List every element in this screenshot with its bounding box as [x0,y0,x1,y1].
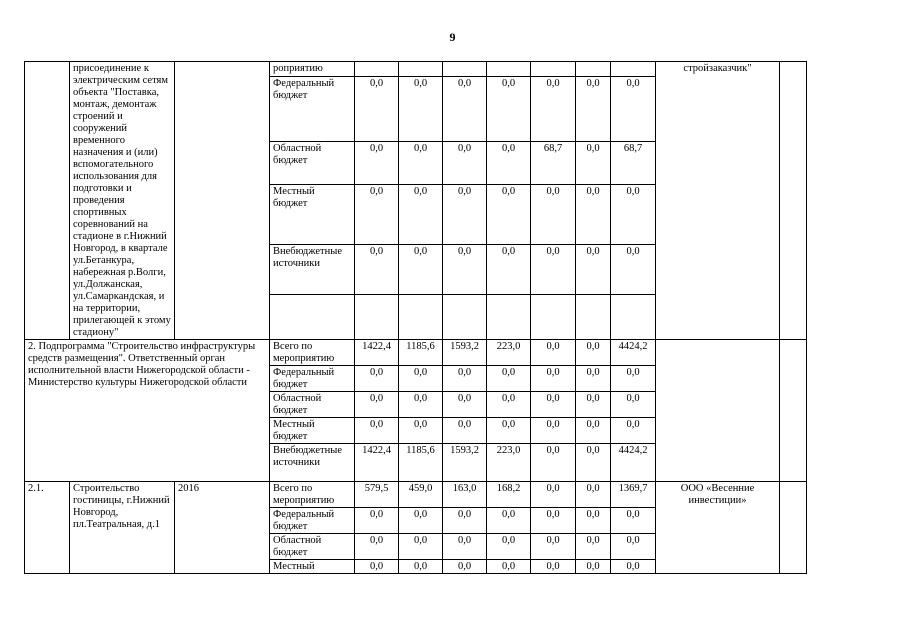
value-cell: 0,0 [355,560,399,574]
value-cell: 0,0 [611,534,656,560]
object-description: присоединение к электрическим сетям объекта "Поставка, монтаж, демонтаж строений и сооружений временного назначения и (или) вспомогательного использования для подготовки и проведения спортивных соревнований на стадионе в г.Нижний Новгород, в квартале ул.Бетанкура, набережная р.Волги, ул.Должанская, ул.Самаркандская, и на территории, прилегающей к этому стадиону" [70,62,175,340]
value-cell: 0,0 [399,418,443,444]
funding-source: Местный бюджет [270,184,355,244]
value-cell: 0,0 [443,141,487,184]
program-table [24,61,807,574]
value-cell: 0,0 [443,77,487,142]
value-cell: 0,0 [399,366,443,392]
year-cell: 2016 [175,482,270,574]
value-cell: 0,0 [576,482,611,508]
value-cell: 0,0 [531,366,576,392]
responsible-cell: стройзаказчик" [656,62,780,340]
value-cell: 0,0 [355,534,399,560]
value-cell: 163,0 [443,482,487,508]
page-number: 9 [449,30,456,44]
value-cell: 0,0 [355,508,399,534]
value-cell: 0,0 [531,77,576,142]
value-cell: 1369,7 [611,482,656,508]
responsible-cell [656,340,780,482]
value-cell: 0,0 [576,392,611,418]
value-cell: 0,0 [611,560,656,574]
funding-source: Внебюджетные источники [270,444,355,482]
value-cell: 0,0 [611,418,656,444]
object-description: Строительство гостиницы, г.Нижний Новгород, пл.Театральная, д.1 [70,482,175,574]
value-cell: 0,0 [399,560,443,574]
value-cell: 0,0 [487,560,531,574]
value-cell: 0,0 [443,184,487,244]
value-cell: 1422,4 [355,444,399,482]
funding-source: Внебюджетные источники [270,245,355,295]
value-cell: 0,0 [576,77,611,142]
value-cell: 0,0 [531,245,576,295]
value-cell: 0,0 [355,418,399,444]
value-cell: 1185,6 [399,340,443,366]
value-cell: 0,0 [531,560,576,574]
value-cell: 0,0 [576,340,611,366]
value-cell: 0,0 [576,560,611,574]
value-cell: 68,7 [531,141,576,184]
value-cell: 0,0 [531,444,576,482]
value-cell: 0,0 [531,340,576,366]
funding-source: Местный бюджет [270,418,355,444]
value-cell: 0,0 [399,392,443,418]
value-cell: 0,0 [443,534,487,560]
value-cell: 0,0 [611,245,656,295]
value-cell: 0,0 [443,245,487,295]
funding-source: Федеральный бюджет [270,366,355,392]
row-number-cell [25,62,70,340]
value-cell: 1422,4 [355,340,399,366]
subprogram-title: 2. Подпрограмма "Строительство инфраструктуры средств размещения". Ответственный орган исполнительной власти Нижегородской области - Министерство культуры Нижегородской области [25,340,270,482]
value-cell: 0,0 [487,418,531,444]
value-cell: 0,0 [611,366,656,392]
value-cell: 0,0 [531,184,576,244]
value-cell: 0,0 [531,508,576,534]
value-cell: 0,0 [443,508,487,534]
value-cell: 0,0 [487,392,531,418]
value-cell: 0,0 [355,392,399,418]
value-cell: 1593,2 [443,444,487,482]
value-cell: 0,0 [487,77,531,142]
value-cell: 0,0 [531,482,576,508]
extra-cell [780,62,807,340]
value-cell: 4424,2 [611,444,656,482]
value-cell: 1593,2 [443,340,487,366]
value-cell: 223,0 [487,340,531,366]
value-cell: 0,0 [611,392,656,418]
value-cell: 0,0 [487,141,531,184]
value-cell: 0,0 [576,418,611,444]
funding-source: Областной бюджет [270,392,355,418]
value-cell: 0,0 [399,184,443,244]
value-cell: 0,0 [576,184,611,244]
value-cell: 0,0 [531,392,576,418]
value-cell: 0,0 [443,392,487,418]
value-cell: 0,0 [399,508,443,534]
value-cell: 0,0 [576,534,611,560]
value-cell: 0,0 [487,366,531,392]
funding-source: Областной бюджет [270,141,355,184]
year-cell [175,62,270,340]
value-cell: 0,0 [399,141,443,184]
table-row [25,62,807,77]
value-cell: 223,0 [487,444,531,482]
value-cell: 168,2 [487,482,531,508]
funding-source: Федеральный бюджет [270,77,355,142]
funding-source: Федеральный бюджет [270,508,355,534]
value-cell: 0,0 [611,508,656,534]
value-cell: 0,0 [399,77,443,142]
value-cell: 1185,6 [399,444,443,482]
value-cell: 579,5 [355,482,399,508]
value-cell: 0,0 [531,418,576,444]
value-cell: 0,0 [487,184,531,244]
value-cell: 0,0 [355,366,399,392]
value-cell: 0,0 [576,366,611,392]
value-cell: 0,0 [611,184,656,244]
value-cell: 0,0 [355,77,399,142]
value-cell: 0,0 [487,245,531,295]
value-cell: 0,0 [576,245,611,295]
value-cell: 0,0 [611,77,656,142]
table-row [25,482,807,508]
value-cell: 0,0 [355,184,399,244]
value-cell: 68,7 [611,141,656,184]
value-cell: 0,0 [576,444,611,482]
extra-cell [780,340,807,482]
funding-source: Местный [270,560,355,574]
responsible-cell: ООО «Весенние инвестиции» [656,482,780,574]
value-cell: 0,0 [443,418,487,444]
value-cell: 0,0 [355,141,399,184]
value-cell: 0,0 [443,366,487,392]
value-cell: 459,0 [399,482,443,508]
value-cell: 0,0 [487,508,531,534]
value-cell: 0,0 [487,534,531,560]
extra-cell [780,482,807,574]
row-number-cell: 2.1. [25,482,70,574]
value-cell: 0,0 [399,245,443,295]
value-cell: 0,0 [531,534,576,560]
funding-source: роприятию [270,62,355,77]
value-cell: 0,0 [355,245,399,295]
value-cell: 4424,2 [611,340,656,366]
funding-source: Всего по мероприятию [270,340,355,366]
value-cell: 0,0 [576,508,611,534]
funding-source: Областной бюджет [270,534,355,560]
value-cell: 0,0 [443,560,487,574]
table-row [25,340,807,366]
value-cell: 0,0 [576,141,611,184]
funding-source: Всего по мероприятию [270,482,355,508]
value-cell: 0,0 [399,534,443,560]
